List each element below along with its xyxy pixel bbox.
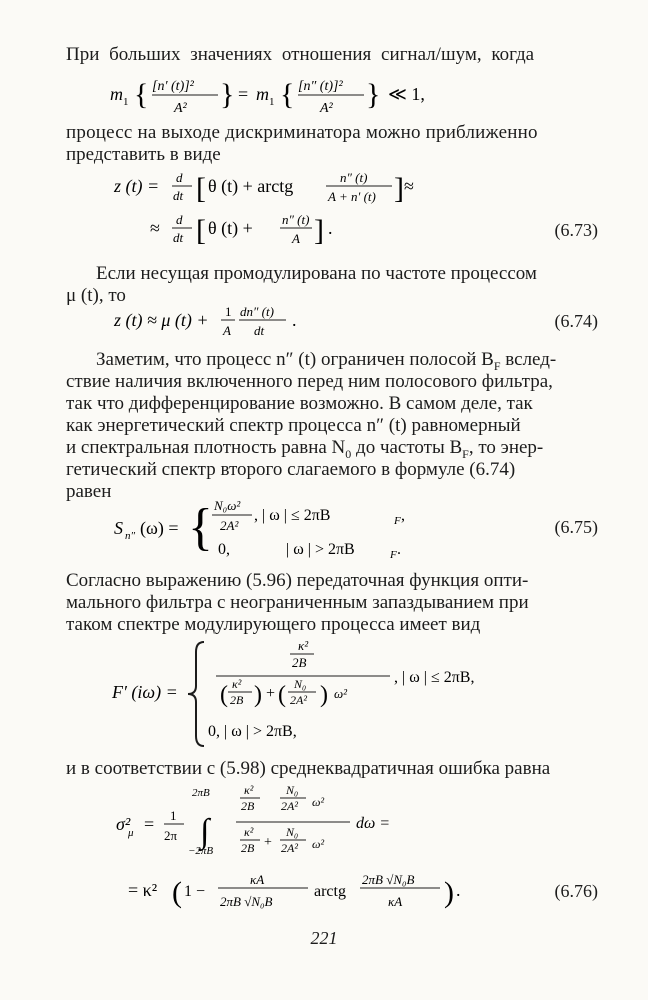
- svg-text:dt: dt: [173, 230, 184, 245]
- svg-text:): ): [254, 682, 262, 708]
- svg-text:2A²: 2A²: [281, 799, 298, 813]
- svg-text:dt: dt: [254, 323, 265, 338]
- svg-text:ω²: ω²: [312, 837, 325, 851]
- svg-text:+: +: [264, 835, 272, 850]
- text-line: μ (t), то: [66, 285, 126, 306]
- equation-number: (6.75): [554, 517, 598, 537]
- svg-text:θ (t) +: θ (t) +: [208, 218, 253, 238]
- svg-text:{: {: [280, 78, 295, 111]
- text-line: Согласно выражению (5.96) передаточная функция опти-: [66, 570, 529, 591]
- svg-text:σ²: σ²: [116, 814, 131, 834]
- eq-m1: m: [110, 84, 123, 104]
- svg-text:, | ω | ≤ 2πB: , | ω | ≤ 2πB: [254, 507, 331, 524]
- text-line: Заметим, что процесс n″ (t) ограничен полосой $B_F$ вслед-: [96, 349, 557, 373]
- svg-text:0, | ω | > 2πB,: 0, | ω | > 2πB,: [208, 723, 297, 740]
- svg-text:}: }: [220, 78, 235, 111]
- svg-text:{: {: [188, 499, 213, 556]
- svg-text:(: (: [278, 682, 286, 708]
- svg-text:F′ (iω) =: F′ (iω) =: [112, 682, 178, 702]
- svg-text:(: (: [172, 876, 182, 909]
- svg-text:z (t) ≈ μ (t) +: z (t) ≈ μ (t) +: [114, 310, 209, 330]
- equation-transfer-function: [108, 636, 528, 754]
- svg-text:κ²: κ²: [232, 677, 242, 691]
- svg-text:2πB √N₀B: 2πB √N₀B: [362, 872, 415, 887]
- text-line: и спектральная плотность равна $N_0$ до частоты $B_F$, то энер-: [66, 437, 544, 461]
- equation-6-76: [100, 784, 510, 924]
- svg-text:2B: 2B: [292, 655, 307, 670]
- svg-text:F: F: [394, 515, 401, 527]
- svg-text:N₀ω²: N₀ω²: [214, 498, 241, 513]
- svg-text:z (t) =: z (t) =: [114, 176, 160, 196]
- text-line: таком спектре модулирующего процесса имеет вид: [66, 614, 481, 635]
- svg-text:d: d: [176, 212, 183, 227]
- svg-text:dn″ (t): dn″ (t): [240, 304, 274, 319]
- svg-text:[: [: [196, 214, 206, 247]
- svg-text:]: ]: [394, 172, 404, 205]
- equation-number: (6.73): [554, 220, 598, 240]
- svg-text:2B: 2B: [230, 693, 244, 707]
- svg-text:κ²: κ²: [244, 825, 254, 839]
- svg-text:κ²: κ²: [244, 784, 254, 797]
- text-line: ствие наличия включенного перед ним полосового фильтра,: [66, 371, 553, 392]
- text-line: мального фильтра с неограниченным запаздыванием при: [66, 592, 529, 613]
- svg-text:[: [: [196, 172, 206, 205]
- svg-text:n″: n″: [125, 530, 136, 542]
- svg-text:| ω | > 2πB: | ω | > 2πB: [286, 541, 355, 558]
- svg-text:1: 1: [225, 304, 232, 319]
- svg-text:.: .: [292, 310, 297, 330]
- eq-num-right: [n″ (t)]²: [298, 79, 343, 94]
- svg-text:ω²: ω²: [334, 686, 348, 701]
- svg-text:κA: κA: [388, 894, 403, 909]
- svg-text:}: }: [366, 78, 381, 111]
- svg-text:2A²: 2A²: [281, 841, 298, 855]
- svg-text:A: A: [223, 323, 231, 338]
- eq-m1b: m: [256, 84, 269, 104]
- svg-text:arctg: arctg: [314, 883, 346, 900]
- svg-text:−2πB: −2πB: [188, 845, 214, 857]
- svg-text:dω =: dω =: [356, 815, 391, 832]
- svg-text:(: (: [220, 682, 228, 708]
- svg-text:μ: μ: [128, 827, 134, 839]
- svg-text:≈: ≈: [404, 176, 414, 196]
- text-line: как энергетический спектр процесса n″ (t) равномерный: [66, 415, 521, 436]
- svg-text:2A²: 2A²: [220, 518, 239, 533]
- eq-m1-sub: 1: [123, 96, 129, 108]
- svg-text:A + n′ (t): A + n′ (t): [328, 189, 376, 204]
- svg-text:2πB √N₀B: 2πB √N₀B: [220, 894, 273, 909]
- svg-text:∫: ∫: [200, 813, 210, 850]
- svg-text:): ): [444, 876, 454, 909]
- svg-text:d: d: [176, 170, 183, 185]
- svg-text:N₀: N₀: [286, 825, 299, 839]
- equation-number: (6.74): [554, 311, 598, 331]
- svg-text:ω²: ω²: [312, 795, 325, 809]
- svg-text:2B: 2B: [241, 799, 255, 813]
- svg-text:n″ (t): n″ (t): [340, 170, 368, 185]
- equation-6-74: [100, 300, 360, 344]
- svg-text:2π: 2π: [164, 828, 178, 843]
- page-number: 221: [310, 928, 338, 948]
- equation-6-73: [100, 168, 600, 256]
- svg-text:κ²: κ²: [298, 638, 309, 653]
- svg-text:, | ω | ≤ 2πB,: , | ω | ≤ 2πB,: [394, 669, 475, 686]
- svg-text:n″ (t): n″ (t): [282, 212, 310, 227]
- svg-text:0,: 0,: [218, 541, 230, 558]
- svg-text:N₀: N₀: [286, 784, 299, 797]
- equation-6-75: [100, 496, 440, 564]
- svg-text:F: F: [390, 549, 397, 561]
- svg-text:{: {: [134, 78, 149, 111]
- svg-text:): ): [320, 682, 328, 708]
- svg-text:= κ²: = κ²: [128, 880, 158, 900]
- svg-text:1: 1: [170, 808, 177, 823]
- eq-num-left: [n′ (t)]²: [152, 79, 194, 94]
- svg-text:,: ,: [401, 507, 405, 524]
- svg-text:A²: A²: [320, 101, 333, 116]
- svg-text:=: =: [238, 84, 249, 104]
- text-line: представить в виде: [66, 144, 221, 165]
- svg-text:=: =: [144, 814, 155, 834]
- text-line: процесс на выходе дискриминатора можно приближенно: [66, 122, 538, 143]
- text-line: и в соответствии с (5.98) среднеквадратичная ошибка равна: [66, 758, 551, 779]
- text-line: равен: [66, 481, 112, 502]
- text-line: гетический спектр второго слагаемого в формуле (6.74): [66, 459, 516, 480]
- equation-condition: [100, 70, 440, 120]
- svg-text:1: 1: [269, 96, 275, 108]
- svg-text:2A²: 2A²: [290, 693, 307, 707]
- svg-text:≈: ≈: [150, 218, 160, 238]
- svg-text:+: +: [266, 685, 276, 702]
- svg-text:θ (t) + arctg: θ (t) + arctg: [208, 176, 294, 196]
- eq-den-left: A²: [174, 101, 187, 116]
- text-line: При больших значениях отношения сигнал/шум, когда: [66, 44, 535, 65]
- svg-text:A: A: [292, 231, 300, 246]
- eq-rel: ≪ 1,: [388, 84, 425, 104]
- svg-text:S: S: [114, 518, 123, 538]
- svg-text:.: .: [328, 218, 333, 238]
- svg-text:N₀: N₀: [294, 677, 307, 691]
- svg-text:1 −: 1 −: [184, 883, 206, 900]
- text-line: Если несущая промодулирована по частоте процессом: [96, 263, 537, 284]
- svg-text:]: ]: [314, 214, 324, 247]
- svg-text:κA: κA: [250, 872, 265, 887]
- text-line: так что дифференцирование возможно. В самом деле, так: [66, 393, 533, 414]
- svg-text:.: .: [397, 541, 401, 558]
- svg-text:2πB: 2πB: [192, 787, 210, 799]
- svg-text:2B: 2B: [241, 841, 255, 855]
- svg-text:(ω) =: (ω) =: [140, 518, 179, 538]
- equation-number: (6.76): [554, 881, 598, 901]
- svg-text:dt: dt: [173, 188, 184, 203]
- svg-text:.: .: [456, 880, 461, 900]
